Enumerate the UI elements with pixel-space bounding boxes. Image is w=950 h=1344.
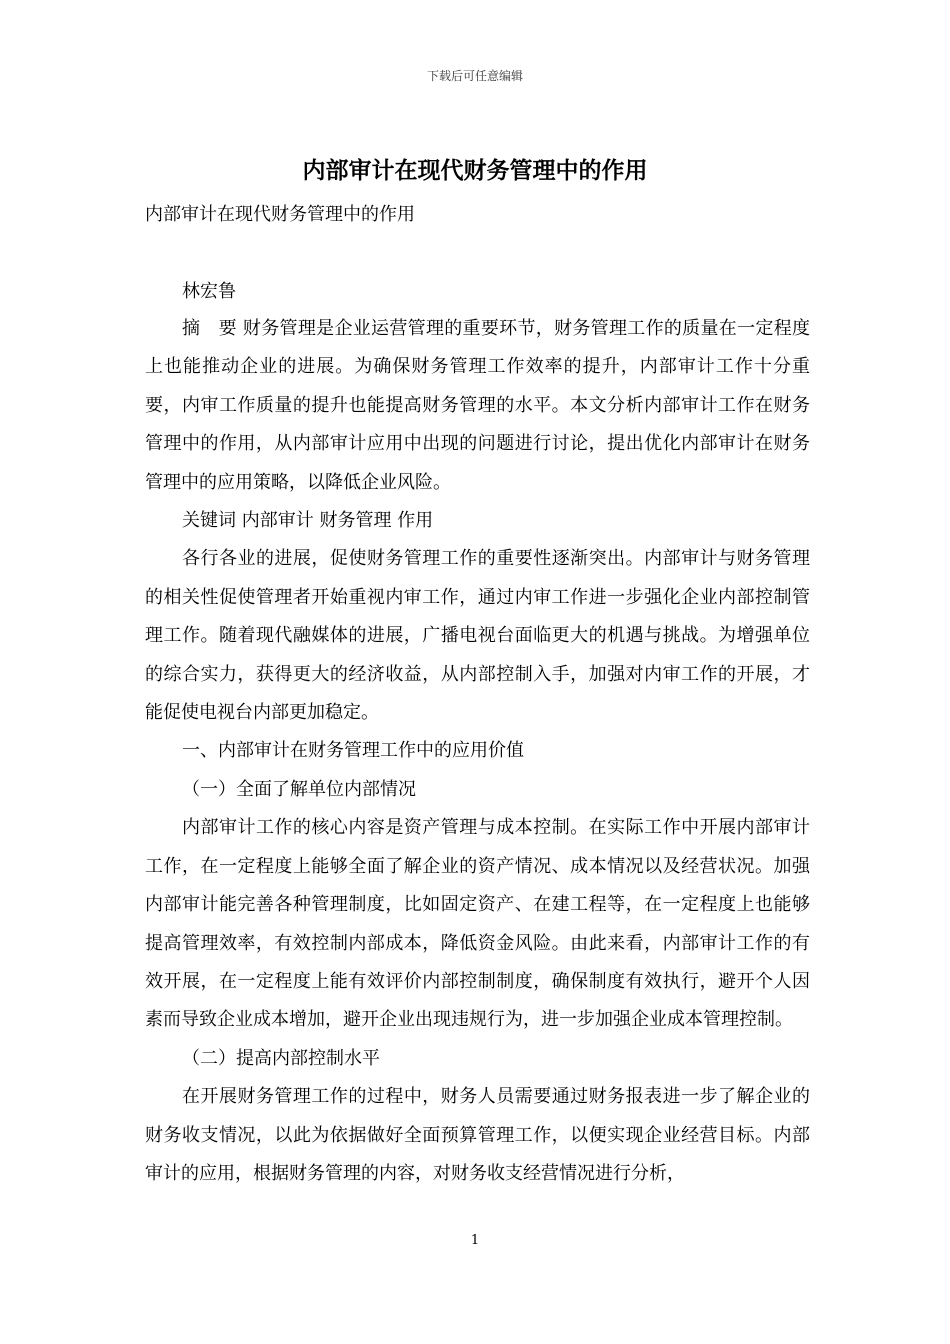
- body-paragraph: 在开展财务管理工作的过程中，财务人员需要通过财务报表进一步了解企业的财务收支情况，以此为依据做好全面预算管理工作，以便实现企业经营目标。内部审计的应用，根据财务管理的内容，对财务收支经营情况进行分析，: [145, 1086, 810, 1184]
- header-note: 下载后可任意编辑: [426, 69, 523, 83]
- subsection-heading-2: （二）提高内部控制水平: [182, 1047, 380, 1069]
- abstract-paragraph: 摘 要 财务管理是企业运营管理的重要环节，财务管理工作的质量在一定程度上也能推动企业的进展。为确保财务管理工作效率的提升，内部审计工作十分重要，内审工作质量的提升也能提高财务管理的水平。本文分析内部审计工作在财务管理中的作用，从内部审计应用中出现的问题进行讨论，提出优化内部审计在财务管理中的应用策略，以降低企业风险。: [145, 318, 810, 493]
- keywords-paragraph: 关键词 内部审计 财务管理 作用: [182, 510, 434, 532]
- document-title: 内部审计在现代财务管理中的作用: [302, 157, 648, 184]
- intro-paragraph: 各行各业的进展，促使财务管理工作的重要性逐渐突出。内部审计与财务管理的相关性促使管理者开始重视内审工作，通过内审工作进一步强化企业内部控制管理工作。随着现代融媒体的进展，广播电视台面临更大的机遇与挑战。为增强单位的综合实力，获得更大的经济收益，从内部控制入手，加强对内审工作的开展，才能促使电视台内部更加稳定。: [145, 548, 810, 724]
- subsection-heading-1: （一）全面了解单位内部情况: [182, 778, 416, 800]
- page-number: 1: [470, 1233, 480, 1248]
- document-subtitle: 内部审计在现代财务管理中的作用: [145, 204, 415, 225]
- document-body: [145, 310, 810, 1193]
- section-heading-1: 一、内部审计在财务管理工作中的应用价值: [182, 740, 524, 762]
- body-paragraph: 内部审计工作的核心内容是资产管理与成本控制。在实际工作中开展内部审计工作，在一定程度上能够全面了解企业的资产情况、成本情况以及经营状况。加强内部审计能完善各种管理制度，比如固定资产、在建工程等，在一定程度上也能够提高管理效率，有效控制内部成本，降低资金风险。由此来看，内部审计工作的有效开展，在一定程度上能有效评价内部控制制度，确保制度有效执行，避开个人因素而导致企业成本增加，避开企业出现违规行为，进一步加强企业成本管理控制。: [145, 817, 810, 1031]
- author-name: 林宏鲁: [182, 281, 236, 302]
